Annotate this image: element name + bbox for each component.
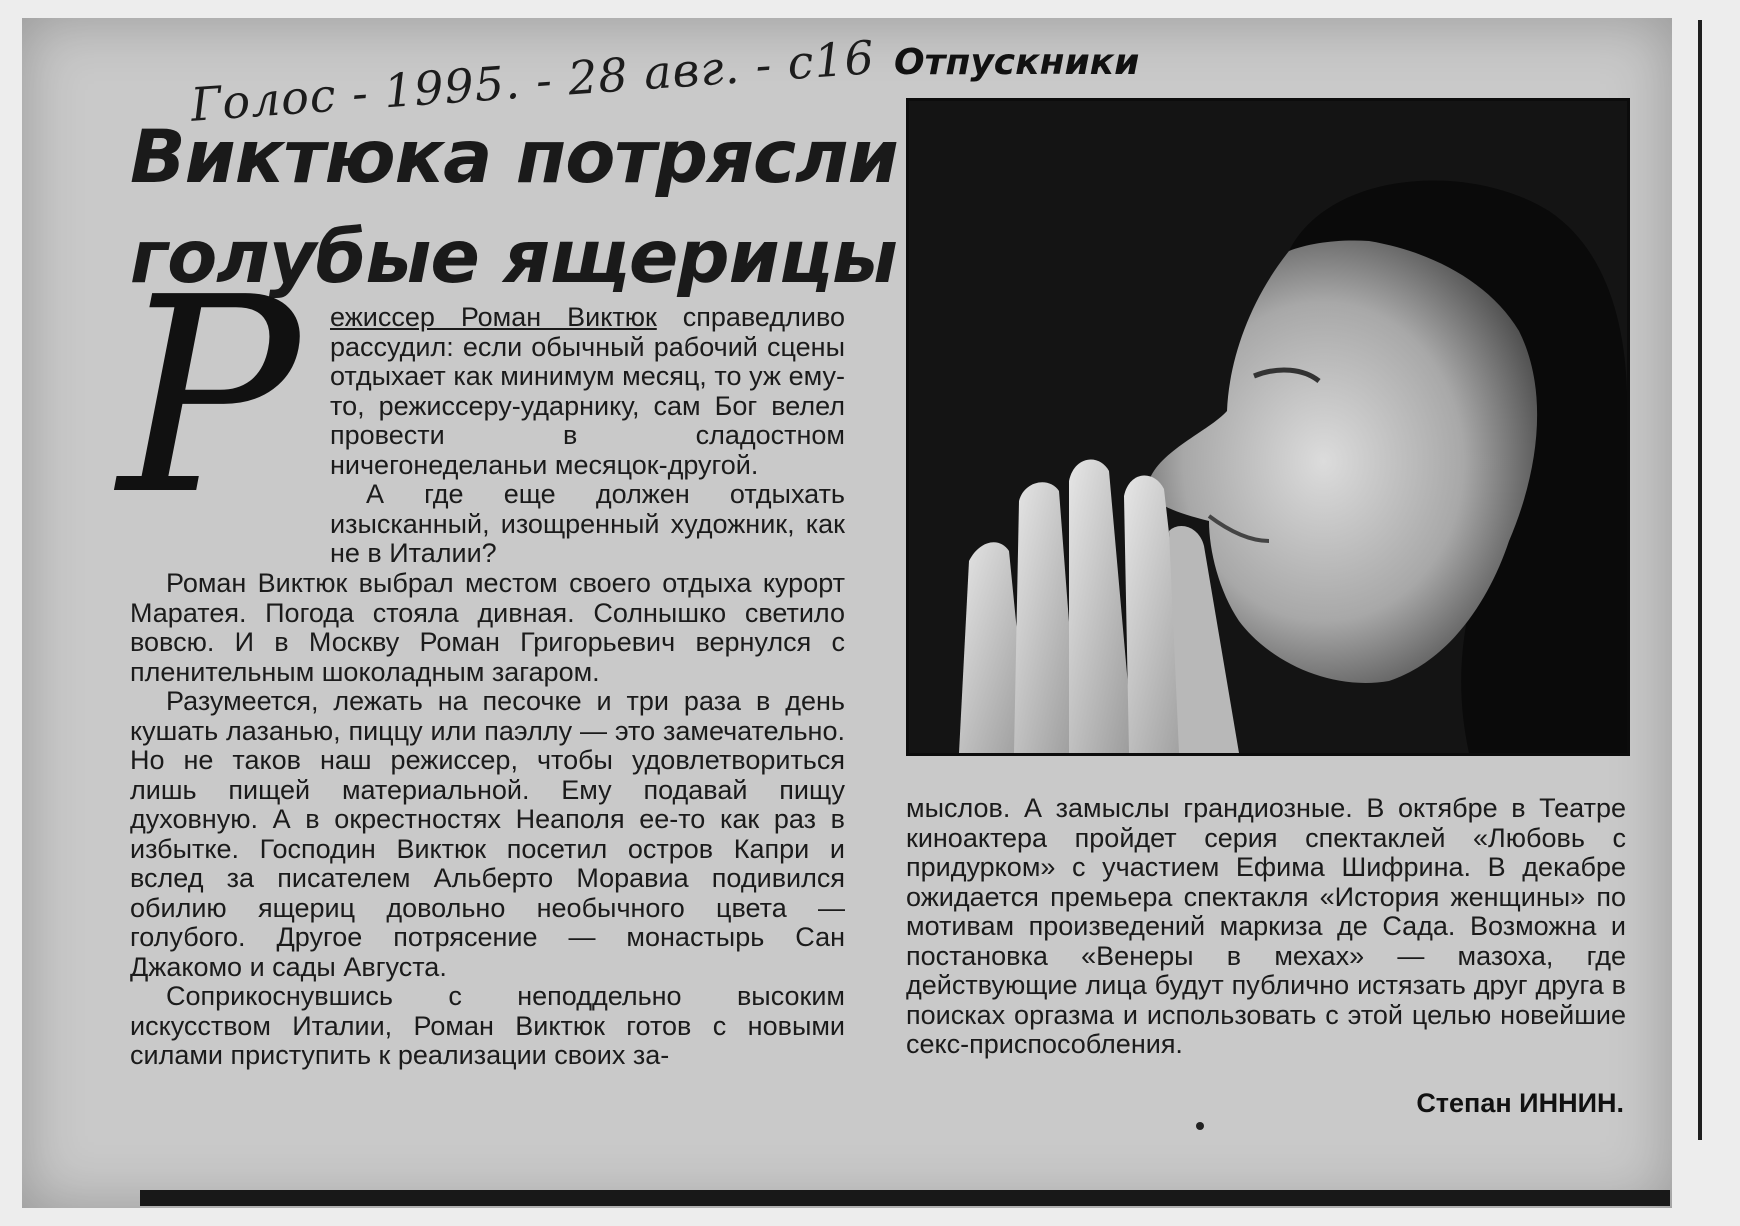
clipping-edge-shadow (1698, 20, 1702, 1140)
headline-line-2: голубые ящерицы (130, 215, 897, 300)
portrait-photo (906, 98, 1630, 756)
ink-speck (1196, 1122, 1204, 1130)
paragraph-6: мыслов. А замыслы грандиозные. В октябре в Театре киноактера пройдет серия спектаклей «Любовь с придурком» с участием Ефима Шифрина. В декабре ожидается премьера спектакля «История женщины» по мотивам произведений маркиза де Сада. Возможна и постановка «Венеры в мехах» — мазоха, где действующие лица будут публично истязать друг друга в поисках оргазма и использовать с этой целью новейшие секс-приспособления. (906, 793, 1626, 1059)
article-right-column (906, 794, 1626, 1060)
paragraph-1-rest: справедливо рассудил: если обычный рабочий сцены отдыхает как минимум месяц, то уж ему-то, режиссеру-ударнику, сам Бог велел провести в сладостном ничегонеделаньи месяцок-другой. (330, 302, 846, 480)
paragraph-5: Соприкоснувшись с неподдельно высоким искусством Италии, Роман Виктюк готов с новыми силами приступить к реализации своих за- (130, 981, 845, 1070)
paragraph-4: Разумеется, лежать на песочке и три раза в день кушать лазанью, пиццу или паэллу — это замечательно. Но не таков наш режиссер, чтобы удовлетвориться лишь пищей материальной. Ему подавай пищу духовную. А в окрестностях Неаполя ее-то как раз в избытке. Господин Виктюк посетил остров Капри и вслед за писателем Альберто Моравиа подивился обилию ящериц довольно необычного цвета — голубого. Другое потрясение — монастырь Сан Джакомо и сады Августа. (130, 686, 845, 982)
rubric-label: Отпускники (894, 42, 1140, 83)
handwritten-source-note: Голос - 1995. - 28 авг. - с16 (188, 30, 877, 132)
article-left-column (130, 569, 845, 1071)
headline-line-1: Виктюка потрясли (130, 115, 898, 200)
drop-cap: Р (118, 239, 300, 554)
article-intro (330, 303, 845, 569)
paragraph-3: Роман Виктюк выбрал местом своего отдыха курорт Маратея. Погода стояла дивная. Солнышко светило вовсю. И в Москву Роман Григорьевич вернулся с пленительным шоколадным загаром. (130, 568, 845, 687)
paragraph-2: А где еще должен отдыхать изысканный, изощренный художник, как не в Италии? (330, 479, 845, 568)
bottom-border-strip (140, 1190, 1670, 1206)
underlined-phrase: ежиссер Роман Виктюк (330, 302, 657, 332)
portrait-illustration (909, 101, 1627, 753)
paragraph-1 (330, 303, 845, 480)
author-byline: Степан ИННИН. (1416, 1088, 1624, 1118)
